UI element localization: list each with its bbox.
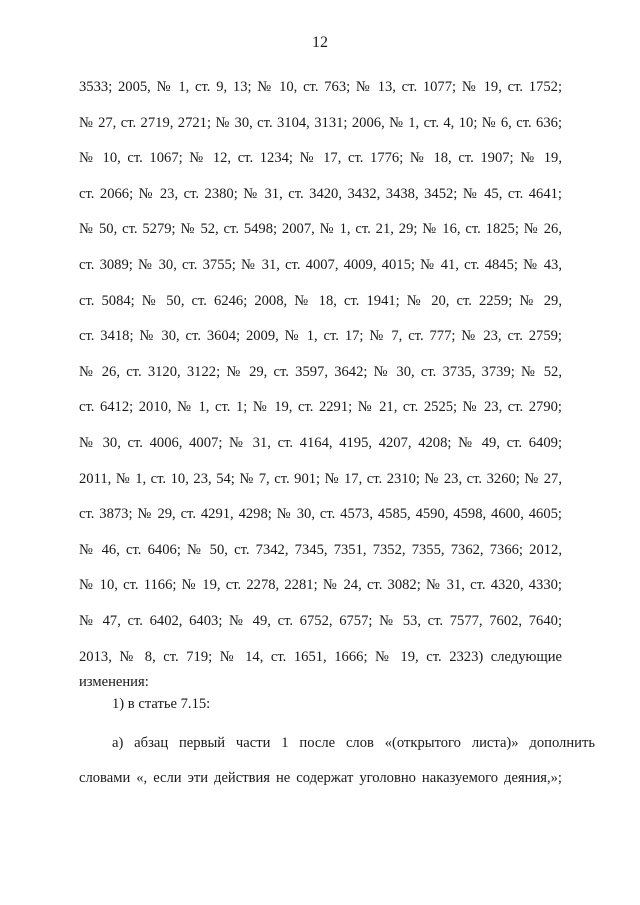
citation-line: № 30, ст. 4006, 4007; № 31, ст. 4164, 4195, 4207, 4208; № 49, ст. 6409;	[79, 434, 562, 451]
citation-paragraph	[79, 70, 562, 694]
item-a-line-2: словами «, если эти действия не содержат уголовно наказуемого деяния,»;	[79, 770, 562, 786]
citation-line: ст. 3873; № 29, ст. 4291, 4298; № 30, ст. 4573, 4585, 4590, 4598, 4600, 4605;	[79, 506, 562, 523]
citation-line: 2013, № 8, ст. 719; № 14, ст. 1651, 1666; № 19, ст. 2323) следующие	[79, 648, 562, 665]
citation-line: № 47, ст. 6402, 6403; № 49, ст. 6752, 6757; № 53, ст. 7577, 7602, 7640;	[79, 612, 562, 629]
citation-line: 2011, № 1, ст. 10, 23, 54; № 7, ст. 901; № 17, ст. 2310; № 23, ст. 3260; № 27,	[79, 470, 562, 487]
citation-line: ст. 3418; № 30, ст. 3604; 2009, № 1, ст. 17; № 7, ст. 777; № 23, ст. 2759;	[79, 328, 562, 345]
citation-line: ст. 3089; № 30, ст. 3755; № 31, ст. 4007, 4009, 4015; № 41, ст. 4845; № 43,	[79, 256, 562, 273]
page-number: 12	[312, 34, 328, 51]
citation-line: № 10, ст. 1166; № 19, ст. 2278, 2281; № 24, ст. 3082; № 31, ст. 4320, 4330;	[79, 577, 562, 594]
citation-line: ст. 2066; № 23, ст. 2380; № 31, ст. 3420, 3432, 3438, 3452; № 45, ст. 4641;	[79, 185, 562, 202]
item-a-line-1: а) абзац первый части 1 после слов «(открытого листа)» дополнить	[112, 735, 595, 751]
citation-line: № 10, ст. 1067; № 12, ст. 1234; № 17, ст. 1776; № 18, ст. 1907; № 19,	[79, 150, 562, 167]
citation-line: ст. 6412; 2010, № 1, ст. 1; № 19, ст. 2291; № 21, ст. 2525; № 23, ст. 2790;	[79, 399, 562, 416]
citation-line: № 46, ст. 6406; № 50, ст. 7342, 7345, 7351, 7352, 7355, 7362, 7366; 2012,	[79, 541, 562, 558]
citation-line: № 50, ст. 5279; № 52, ст. 5498; 2007, № 1, ст. 21, 29; № 16, ст. 1825; № 26,	[79, 221, 562, 238]
citation-line: ст. 5084; № 50, ст. 6246; 2008, № 18, ст. 1941; № 20, ст. 2259; № 29,	[79, 292, 562, 309]
citation-line: № 27, ст. 2719, 2721; № 30, ст. 3104, 3131; 2006, № 1, ст. 4, 10; № 6, ст. 636;	[79, 114, 562, 131]
item-1: 1) в статье 7.15:	[112, 696, 211, 712]
citation-line: 3533; 2005, № 1, ст. 9, 13; № 10, ст. 763; № 13, ст. 1077; № 19, ст. 1752;	[79, 79, 562, 95]
citation-line: № 26, ст. 3120, 3122; № 29, ст. 3597, 3642; № 30, ст. 3735, 3739; № 52,	[79, 363, 562, 380]
citation-line-last: изменения:	[79, 674, 149, 691]
